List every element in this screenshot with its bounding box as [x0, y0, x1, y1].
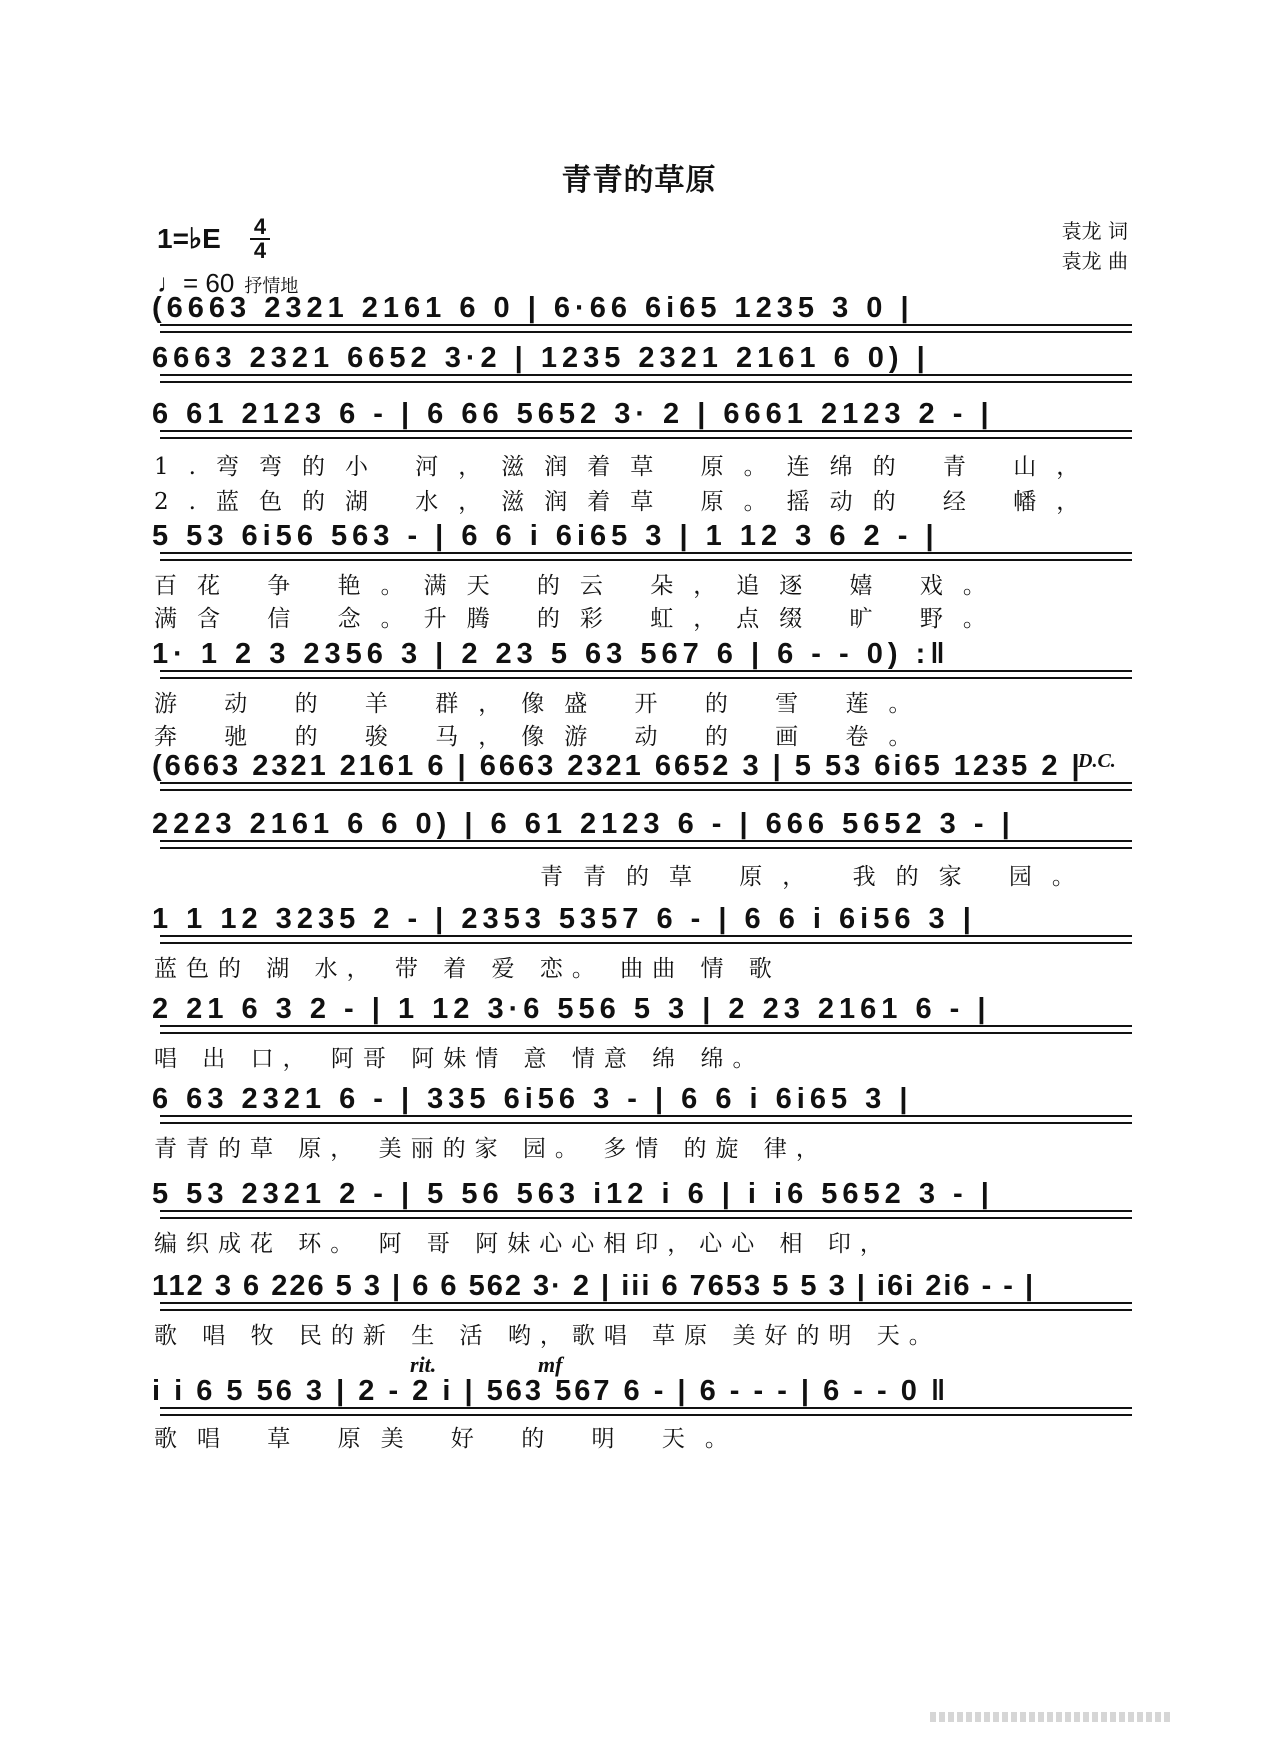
staff-line-9 [152, 993, 1132, 1026]
expression-mark: 抒情地 [244, 276, 299, 296]
mf-marking: mf [538, 1352, 563, 1377]
staff-line-5 [152, 638, 1132, 671]
lyric-line: 2.蓝色的湖 水，滋润着草 原。摇动的 经 幡， [154, 489, 1100, 515]
lyric-line: 歌唱 草 原美 好 的 明 天。 [154, 1426, 748, 1452]
time-signature-top: 4 [253, 214, 267, 239]
beam-underline [160, 670, 1132, 679]
tempo-bpm: ♩= 60 [157, 268, 235, 298]
staff-text: 5 53 2321 2 - | 5 56 563 i12 i 6 | i i6 5652 3 - | [152, 1178, 994, 1210]
beam-underline [160, 840, 1132, 849]
lyric-line: 青青的草 原， 我的家 园。 [540, 864, 1095, 890]
lyric-line: 青青的草 原， 美丽的家 园。 多情 的旋 律， [154, 1136, 828, 1162]
staff-text: (6663 2321 2161 6 | 6663 2321 6652 3 | 5 53 6i65 1235 2 | [152, 750, 1083, 782]
lyric-line: 百花 争 艳。满天 的云 朵，追逐 嬉 戏。 [154, 573, 1006, 599]
beam-underline [160, 935, 1132, 944]
composer-credit: 袁龙 曲 [1061, 249, 1128, 273]
staff-line-2 [152, 342, 1132, 375]
time-signature [250, 216, 270, 262]
key-signature: 1=♭E [157, 223, 221, 254]
staff-line-10 [152, 1083, 1132, 1116]
staff-text: 6 63 2321 6 - | 335 6i56 3 - | 6 6 i 6i65 3 | [152, 1083, 913, 1115]
staff-line-6 [152, 750, 1132, 783]
beam-underline [160, 1302, 1132, 1311]
lyric-line: 1.弯弯的小 河，滋润着草 原。连绵的 青 山， [154, 454, 1100, 480]
beam-underline [160, 430, 1132, 439]
lyric-line: 奔 驰 的 骏 马，像游 动 的 画 卷。 [154, 724, 932, 750]
staff-text: 112 3 6 226 5 3 | 6 6 562 3· 2 | iii 6 7653 5 5 3 | i6i 2i6 - - | [152, 1270, 1036, 1302]
dc-marking: D.C. [1078, 750, 1116, 772]
time-signature-bottom: 4 [253, 238, 267, 263]
lyric-line: 唱 出 口， 阿哥 阿妹情 意 情意 绵 绵。 [154, 1046, 765, 1072]
staff-text: 2 21 6 3 2 - | 1 12 3·6 556 5 3 | 2 23 2161 6 - | [152, 993, 991, 1025]
lyric-line: 游 动 的 羊 群，像盛 开 的 雪 莲。 [154, 691, 932, 717]
staff-text: 2223 2161 6 6 0) | 6 61 2123 6 - | 666 5652 3 - | [152, 808, 1015, 840]
staff-line-13 [152, 1375, 1132, 1408]
staff-line-12 [152, 1270, 1132, 1303]
staff-text: 5 53 6i56 563 - | 6 6 i 6i65 3 | 1 12 3 6 2 - | [152, 520, 939, 552]
beam-underline [160, 552, 1132, 561]
lyric-line: 蓝色的 湖 水， 带 着 爱 恋。 曲曲 情 歌 [154, 956, 781, 982]
song-title: 青青的草原 [561, 163, 717, 198]
staff-text: 6 61 2123 6 - | 6 66 5652 3· 2 | 6661 2123 2 - | [152, 398, 994, 430]
beam-underline [160, 1115, 1132, 1124]
beam-underline [160, 1210, 1132, 1219]
staff-text: 6663 2321 6652 3·2 | 1235 2321 2161 6 0) | [152, 342, 930, 374]
staff-line-1 [152, 292, 1132, 325]
staff-line-7 [152, 808, 1132, 841]
beam-underline [160, 1407, 1132, 1416]
beam-underline [160, 324, 1132, 333]
staff-line-4 [152, 520, 1132, 553]
staff-text: 1· 1 2 3 2356 3 | 2 23 5 63 567 6 | 6 - - 0) :‖ [152, 638, 950, 670]
lyricist-credit: 袁龙 词 [1061, 219, 1128, 243]
beam-underline [160, 1025, 1132, 1034]
credits [1062, 216, 1128, 276]
staff-text: i i 6 5 56 3 | 2 - 2 i | 563 567 6 - | 6 - - - | 6 - - 0 ‖ [152, 1375, 949, 1407]
staff-text: (6663 2321 2161 6 0 | 6·66 6i65 1235 3 0 | [152, 292, 914, 324]
staff-line-11 [152, 1178, 1132, 1211]
staff-line-8 [152, 903, 1132, 936]
beam-underline [160, 374, 1132, 383]
lyric-line: 编织成花 环。 阿 哥 阿妹心心相印，心心 相 印， [154, 1231, 892, 1257]
lyric-line: 歌 唱 牧 民的新 生 活 哟，歌唱 草原 美好的明 天。 [154, 1323, 941, 1349]
lyric-line: 满含 信 念。升腾 的彩 虹，点缀 旷 野。 [154, 606, 1006, 632]
staff-line-3 [152, 398, 1132, 431]
beam-underline [160, 782, 1132, 791]
staff-text: 1 1 12 3235 2 - | 2353 5357 6 - | 6 6 i 6i56 3 | [152, 903, 976, 935]
rit-marking: rit. [410, 1352, 437, 1377]
watermark-strip [930, 1712, 1170, 1722]
